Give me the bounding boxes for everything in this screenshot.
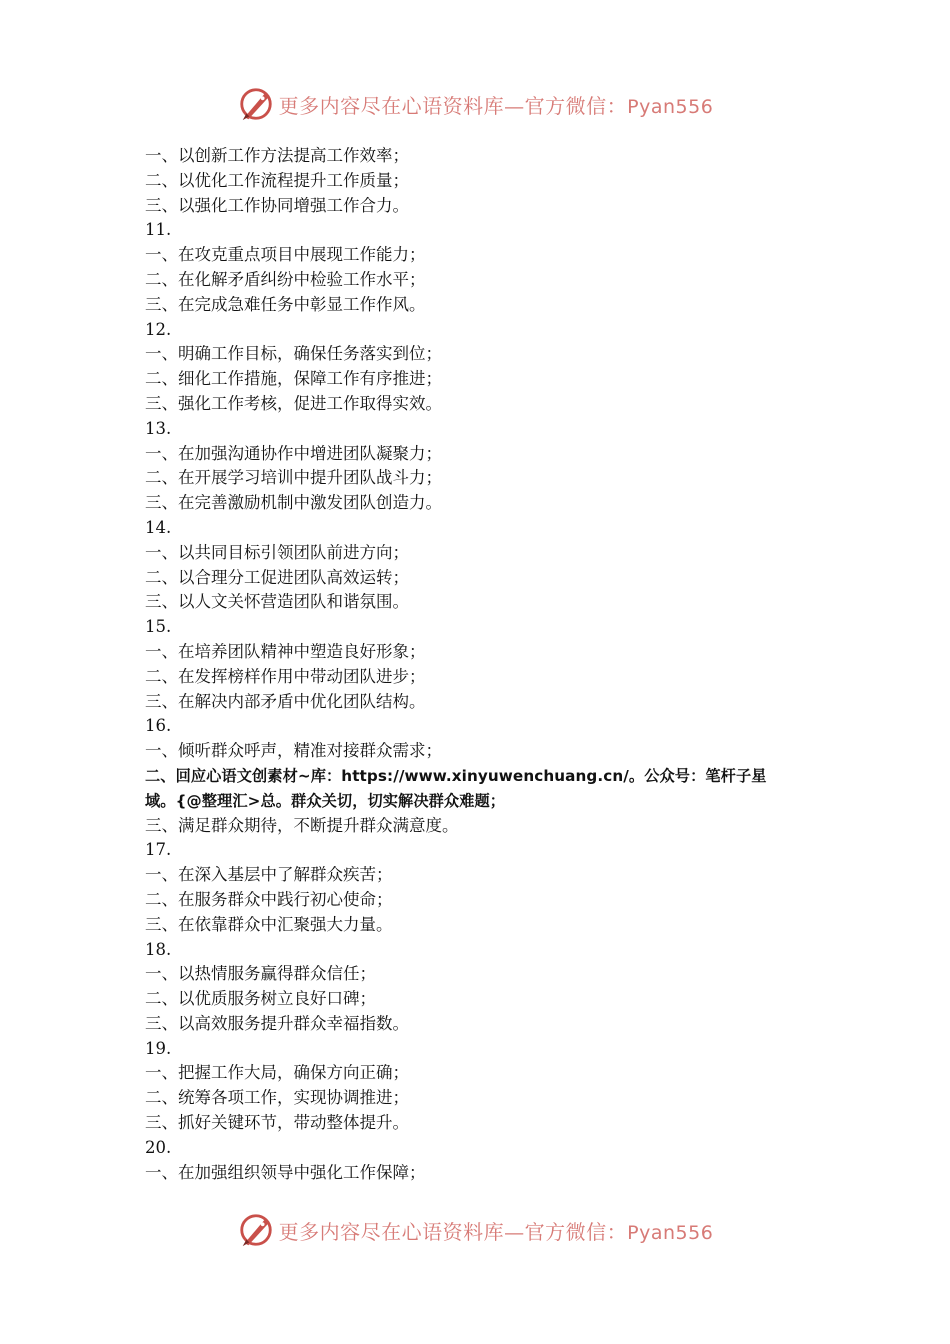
text-line: 三、满足群众期待，不断提升群众满意度。	[145, 815, 459, 835]
section-number: 19.	[145, 1038, 172, 1058]
text-line: 一、在培养团队精神中塑造良好形象；	[145, 641, 426, 661]
header-banner	[0, 82, 950, 126]
text-line: 一、倾听群众呼声，精准对接群众需求；	[145, 741, 442, 761]
text-line: 三、在依靠群众中汇聚强大力量。	[145, 914, 393, 934]
banner-wechat-id: Pyan556	[627, 95, 714, 118]
text-line: 一、在加强沟通协作中增进团队凝聚力；	[145, 443, 442, 463]
text-line: 三、在完成急难任务中彰显工作作风。	[145, 294, 426, 314]
section-number: 18.	[145, 939, 172, 959]
text-line: 一、以创新工作方法提高工作效率；	[145, 146, 409, 165]
text-line: 一、在深入基层中了解群众疾苦；	[145, 865, 393, 885]
section-number: 17.	[145, 840, 172, 860]
section-number: 15.	[145, 617, 172, 637]
text-line: 二、在开展学习培训中提升团队战斗力；	[145, 468, 442, 488]
text-line: 一、以共同目标引领团队前进方向；	[145, 542, 409, 562]
text-line: 三、以人文关怀营造团队和谐氛围。	[145, 592, 409, 612]
text-line: 一、以热情服务赢得群众信任；	[145, 964, 376, 984]
text-line: 一、把握工作大局，确保方向正确；	[145, 1063, 409, 1083]
text-line: 三、以强化工作协同增强工作合力。	[145, 195, 409, 215]
text-line: 三、以高效服务提升群众幸福指数。	[145, 1013, 409, 1033]
pen-nib-logo-icon	[237, 1211, 275, 1249]
text-line: 二、在服务群众中践行初心使命；	[145, 889, 393, 909]
text-line: 二、在发挥榜样作用中带动团队进步；	[145, 666, 426, 686]
section-number: 14.	[145, 517, 172, 537]
document-body	[145, 144, 825, 1185]
section-number: 20.	[145, 1137, 172, 1157]
banner-text: 更多内容尽在心语资料库—官方微信：Pyan556	[278, 1219, 714, 1244]
text-line: 二、细化工作措施，保障工作有序推进；	[145, 369, 442, 389]
footer-banner	[0, 1208, 950, 1252]
section-number: 11.	[145, 220, 172, 240]
text-line: 一、明确工作目标，确保任务落实到位；	[145, 344, 442, 364]
text-line: 三、强化工作考核，促进工作取得实效。	[145, 393, 442, 413]
banner-text: 更多内容尽在心语资料库—官方微信：Pyan556	[278, 93, 714, 118]
text-line: 二、在化解矛盾纠纷中检验工作水平；	[145, 269, 426, 289]
section-number: 12.	[145, 319, 172, 339]
text-line: 二、以合理分工促进团队高效运转；	[145, 567, 409, 587]
text-line: 二、以优化工作流程提升工作质量；	[145, 170, 409, 190]
text-line: 三、在完善激励机制中激发团队创造力。	[145, 493, 442, 513]
text-line: 二、以优质服务树立良好口碑；	[145, 989, 376, 1009]
ad-text-line: 二、回应心语文创素材~库：https://www.xinyuwenchuang.cn/。公众号：笔杆子星	[145, 766, 767, 785]
text-line: 三、抓好关键环节，带动整体提升。	[145, 1113, 409, 1133]
text-line: 三、在解决内部矛盾中优化团队结构。	[145, 691, 426, 711]
pen-nib-logo-icon	[237, 85, 275, 123]
section-number: 16.	[145, 716, 172, 736]
banner-wechat-id: Pyan556	[627, 1221, 714, 1244]
text-line: 一、在攻克重点项目中展现工作能力；	[145, 245, 426, 265]
text-line: 一、在加强组织领导中强化工作保障；	[145, 1162, 426, 1182]
ad-text-line: 域。{@整理汇>总。群众关切，切实解决群众难题；	[145, 791, 506, 810]
text-line: 二、统筹各项工作，实现协调推进；	[145, 1088, 409, 1108]
section-number: 13.	[145, 418, 172, 438]
